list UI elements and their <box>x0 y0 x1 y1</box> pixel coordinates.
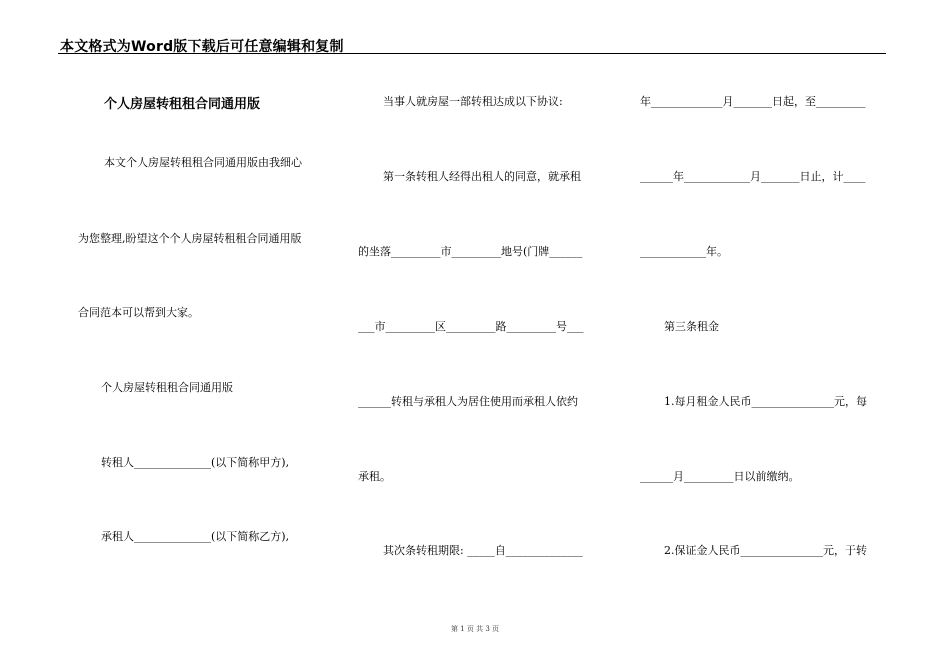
col3-line-7: 2.保证金人民币_______________元，于转 <box>664 544 867 557</box>
header-rule <box>58 53 886 54</box>
col2-line-5: ______转租与承租人为居住使用而承租人依约 <box>358 395 578 408</box>
contract-subtitle: 个人房屋转租租合同通用版 <box>101 381 233 394</box>
col3-line-6: ______月_________日以前缴纳。 <box>640 470 800 483</box>
col3-line-1: 年_____________月_______日起，至_________ <box>640 95 866 108</box>
page-header: 本文格式为Word版下载后可任意编辑和复制 <box>60 39 344 55</box>
col2-line-2: 第一条转租人经得出租人的同意，就承租 <box>383 170 581 183</box>
col2-line-4: ___市_________区_________路_________号___ <box>358 320 584 333</box>
col3-line-2: ______年____________月_______日止，计____ <box>640 170 866 183</box>
section-3-heading: 第三条租金 <box>664 320 719 333</box>
intro-line-2: 为您整理,盼望这个个人房屋转租租合同通用版 <box>78 232 302 245</box>
col2-line-1: 当事人就房屋一部转租达成以下协议: <box>383 95 563 108</box>
col2-line-3: 的坐落_________市_________地号(门牌______ <box>358 245 583 258</box>
col3-line-3: ____________年。 <box>640 245 728 258</box>
party-b-line: 承租人______________(以下简称乙方), <box>101 530 290 543</box>
col2-line-6: 承租。 <box>358 470 391 483</box>
party-a-line: 转租人______________(以下简称甲方), <box>101 456 290 469</box>
col3-line-5: 1.每月租金人民币_______________元，每 <box>664 395 867 408</box>
intro-line-3: 合同范本可以帮到大家。 <box>78 306 199 319</box>
document-title: 个人房屋转租租合同通用版 <box>104 97 261 112</box>
intro-line-1: 本文个人房屋转租租合同通用版由我细心 <box>104 156 302 169</box>
col2-line-7: 其次条转租期限: _____自______________ <box>383 544 583 557</box>
page-footer: 第 1 页 共 3 页 <box>450 625 500 633</box>
